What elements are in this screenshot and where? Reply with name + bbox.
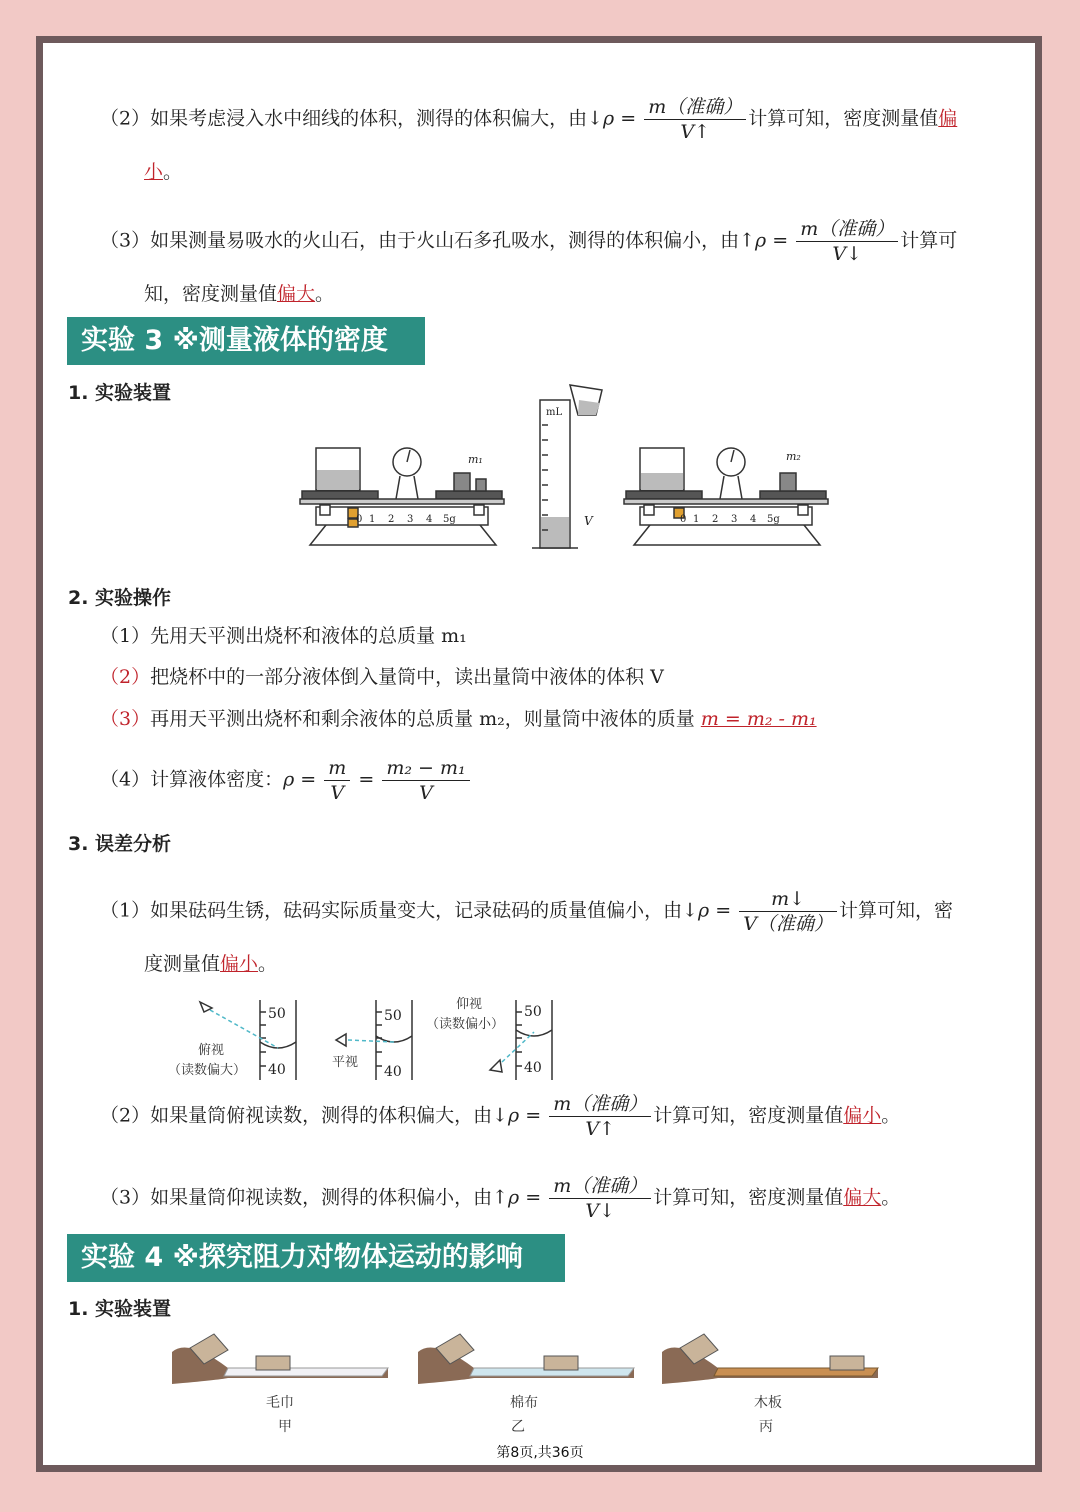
err-1-post: 计算可知，密 bbox=[838, 899, 953, 922]
section-banner-exp4: 实验 4 ※探究阻力对物体运动的影响 bbox=[67, 1234, 565, 1282]
view-a-note: （读数偏大） bbox=[168, 1063, 247, 1078]
scale-r-2: 2 bbox=[712, 514, 719, 525]
scale-5: 5g bbox=[443, 514, 456, 525]
scale-2: 2 bbox=[388, 514, 395, 525]
heading-operation: 2. 实验操作 bbox=[68, 587, 172, 609]
item-2-post: 计算可知，密度测量值 bbox=[748, 107, 939, 130]
punct: 。 bbox=[881, 1186, 901, 1209]
ramps-figure bbox=[168, 1328, 880, 1392]
rho-symbol: ρ = bbox=[755, 229, 789, 252]
punct: 。 bbox=[315, 283, 335, 305]
answer: 偏大 bbox=[843, 1186, 882, 1209]
cyl-c-top: 50 bbox=[524, 1004, 542, 1020]
scale-r-4: 4 bbox=[750, 514, 757, 525]
item-3-text: （3）如果测量易吸水的火山石，由于火山石多孔吸水，测得的体积偏小，由↑ bbox=[100, 229, 756, 252]
fraction-numerator: m（准确） bbox=[549, 1174, 651, 1199]
op-3-num: （3） bbox=[100, 708, 151, 730]
cyl-b-bottom: 40 bbox=[384, 1064, 402, 1080]
err-3-post: 计算可知，密度测量值 bbox=[653, 1186, 844, 1209]
fraction-numerator: m（准确） bbox=[796, 217, 898, 242]
answer: 偏小 bbox=[220, 953, 259, 975]
rho-symbol: ρ = bbox=[283, 768, 317, 791]
fraction bbox=[382, 756, 469, 805]
rho-symbol: ρ = bbox=[698, 899, 732, 922]
heading-error-analysis: 3. 误差分析 bbox=[68, 833, 172, 855]
heading-apparatus: 1. 实验装置 bbox=[68, 382, 172, 404]
fraction-denominator: V bbox=[330, 782, 345, 804]
item-2-line bbox=[100, 95, 957, 144]
answer: 偏小 bbox=[843, 1104, 882, 1127]
err-3-text: （3）如果量筒仰视读数，测得的体积偏小，由↑ bbox=[100, 1186, 509, 1209]
scale-r-3: 3 bbox=[731, 514, 738, 525]
item-3-line bbox=[100, 217, 957, 266]
fraction-numerator: m（准确） bbox=[644, 95, 746, 120]
answer: 偏大 bbox=[277, 283, 316, 305]
scale-r-0: 0 bbox=[680, 514, 687, 525]
fraction-denominator: V↓ bbox=[832, 243, 863, 265]
cyl-b-top: 50 bbox=[384, 1008, 402, 1024]
label-v: V bbox=[584, 514, 593, 528]
err-2 bbox=[100, 1092, 900, 1141]
scale-3: 3 bbox=[407, 514, 414, 525]
item-2-text: （2）如果考虑浸入水中细线的体积，测得的体积偏大，由↓ bbox=[100, 107, 604, 130]
fraction-denominator: V↑ bbox=[585, 1118, 616, 1140]
view-c-note: （读数偏小） bbox=[426, 1017, 505, 1032]
rho-symbol: ρ = bbox=[508, 1186, 542, 1209]
punct: 。 bbox=[258, 953, 278, 975]
op-4-text: （4）计算液体密度： bbox=[100, 768, 284, 791]
label-ml: mL bbox=[546, 407, 563, 418]
reading-views-figure bbox=[160, 990, 570, 1085]
op-2 bbox=[100, 663, 664, 691]
cyl-a-top: 50 bbox=[268, 1006, 286, 1022]
fraction-numerator: m bbox=[324, 756, 350, 781]
fraction-denominator: V bbox=[419, 782, 433, 804]
view-c-label: 仰视 bbox=[456, 997, 483, 1012]
fraction bbox=[739, 887, 837, 936]
surface-towel-label: 甲 bbox=[278, 1419, 292, 1435]
err-3 bbox=[100, 1174, 900, 1223]
label-m2: m₂ bbox=[786, 450, 801, 463]
rho-symbol: ρ = bbox=[603, 107, 637, 130]
scale-1: 1 bbox=[369, 514, 376, 525]
page-number: 第8页,共36页 bbox=[496, 1445, 584, 1461]
view-b-label: 平视 bbox=[332, 1055, 359, 1070]
item-3-post: 计算可 bbox=[900, 229, 958, 252]
label-m1: m₁ bbox=[468, 453, 483, 466]
op-4: （4）计算液体密度：ρ = $\frac{m}{V}$ = $\frac{\text{m₂ − m₁}}{V}$ bbox=[100, 756, 472, 805]
err-2-text: （2）如果量筒俯视读数，测得的体积偏大，由↓ bbox=[100, 1104, 509, 1127]
err-2-post: 计算可知，密度测量值 bbox=[653, 1104, 844, 1127]
view-a-label: 俯视 bbox=[198, 1043, 225, 1058]
item-3-cont-text: 知，密度测量值 bbox=[144, 283, 278, 305]
surface-towel-name: 毛巾 bbox=[266, 1395, 294, 1411]
surface-cotton-name: 棉布 bbox=[510, 1395, 538, 1411]
fraction-numerator: m↓ bbox=[739, 887, 837, 912]
scale-4: 4 bbox=[426, 514, 433, 525]
op-2-text: 把烧杯中的一部分液体倒入量筒中，读出量筒中液体的体积 V bbox=[150, 666, 664, 688]
surface-wood-label: 丙 bbox=[759, 1419, 773, 1435]
op-2-num: （2） bbox=[100, 666, 151, 688]
scale-0: 0 bbox=[356, 514, 363, 525]
cyl-a-bottom: 40 bbox=[268, 1062, 286, 1078]
heading-apparatus-4: 1. 实验装置 bbox=[68, 1298, 172, 1320]
cyl-c-bottom: 40 bbox=[524, 1060, 542, 1076]
fraction bbox=[549, 1174, 651, 1223]
surface-wood-name: 木板 bbox=[754, 1395, 782, 1411]
ramp-towel bbox=[172, 1334, 388, 1384]
op-3-text: 再用天平测出烧杯和剩余液体的总质量 m₂，则量筒中液体的质量 bbox=[150, 708, 701, 730]
fraction bbox=[324, 756, 350, 805]
scale-r-5: 5g bbox=[767, 514, 780, 525]
apparatus-figure bbox=[296, 365, 836, 560]
op-3 bbox=[100, 705, 817, 733]
fraction-denominator: V↓ bbox=[585, 1200, 616, 1222]
err-1-cont-text: 度测量值 bbox=[144, 953, 221, 975]
op-1: （1）先用天平测出烧杯和液体的总质量 m₁ bbox=[100, 625, 467, 647]
err-1-text: （1）如果砝码生锈，砝码实际质量变大，记录砝码的质量值偏小，由↓ bbox=[100, 899, 699, 922]
punct: 。 bbox=[163, 161, 183, 183]
fraction bbox=[549, 1092, 651, 1141]
fraction-numerator: m（准确） bbox=[549, 1092, 651, 1117]
fraction-denominator: V（准确） bbox=[743, 913, 833, 935]
ramp-wood bbox=[662, 1334, 878, 1384]
fraction-numerator: m₂ − m₁ bbox=[382, 756, 469, 781]
scale-r-1: 1 bbox=[693, 514, 700, 525]
err-1-cont bbox=[144, 950, 277, 978]
answer-part-a: 偏 bbox=[938, 107, 958, 130]
punct: 。 bbox=[881, 1104, 901, 1127]
fraction bbox=[644, 95, 746, 144]
fraction-denominator: V↑ bbox=[680, 121, 711, 143]
rho-symbol: ρ = bbox=[508, 1104, 542, 1127]
fraction bbox=[796, 217, 898, 266]
op-3-answer: m = m₂ - m₁ bbox=[700, 708, 817, 730]
err-1 bbox=[100, 887, 953, 936]
ramp-cotton bbox=[418, 1334, 634, 1384]
item-3-cont bbox=[144, 280, 334, 308]
surface-cotton-label: 乙 bbox=[511, 1419, 525, 1435]
section-banner-exp3: 实验 3 ※测量液体的密度 bbox=[67, 317, 425, 365]
answer-part-b: 小 bbox=[144, 161, 164, 183]
item-2-cont bbox=[144, 158, 182, 186]
